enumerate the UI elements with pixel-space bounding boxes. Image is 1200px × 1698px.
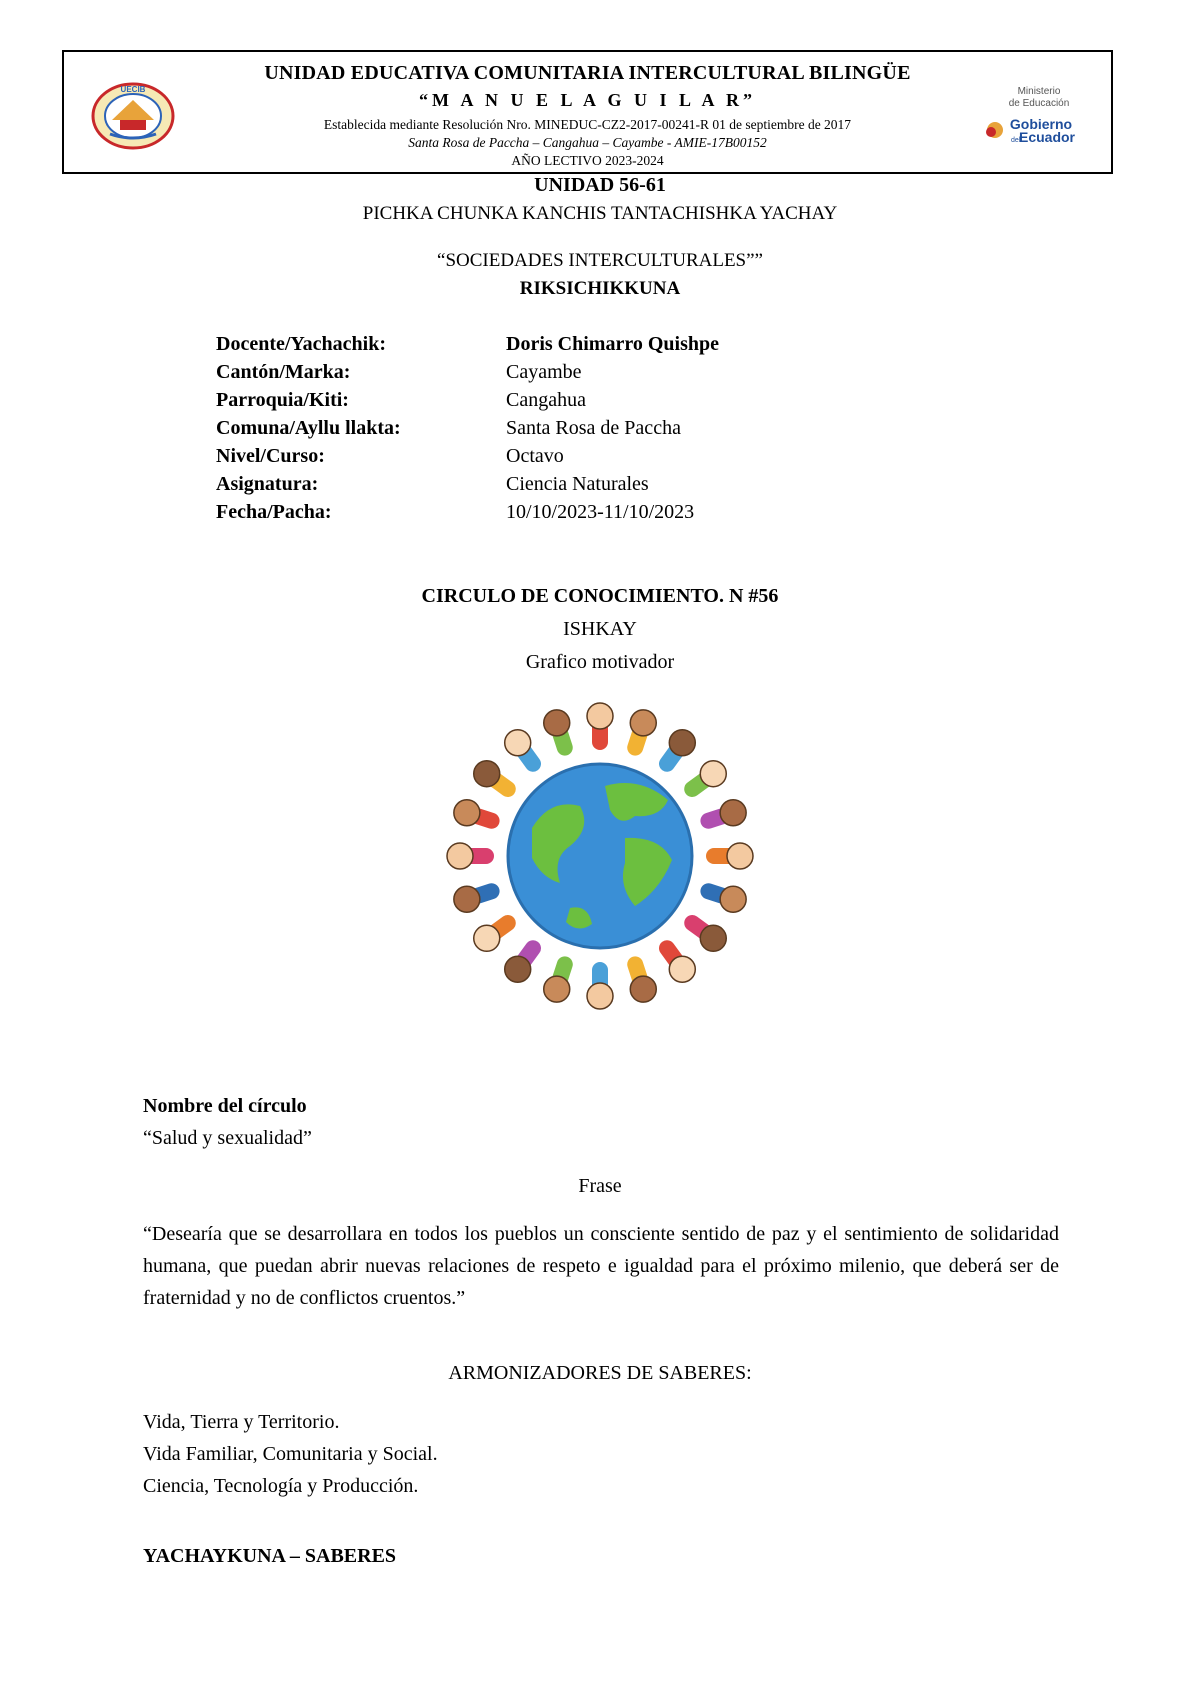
info-label: Nivel/Curso:	[216, 445, 325, 467]
graphic-label: Grafico motivador	[525, 651, 675, 673]
circle-name-value: “Salud y sexualidad”	[143, 1127, 312, 1149]
info-label: Asignatura:	[216, 473, 319, 495]
ministry-logo	[981, 82, 1091, 152]
armonizador-item: Vida Familiar, Comunitaria y Social.	[143, 1443, 438, 1465]
child-head	[474, 925, 500, 951]
phrase-quote: “Desearía que se desarrollara en todos los pueblos un consciente sentido de paz y el sentimiento de solidaridad humana, que puedan abrir nuevas relaciones de respeto e igualdad para el próximo milenio, que deberá ser de fraternidad y no de conflictos cruentos.”	[143, 1223, 1059, 1309]
school-year: AÑO LECTIVO 2023-2024	[511, 153, 664, 168]
child-head	[447, 843, 473, 869]
child-head	[700, 761, 726, 787]
child-head	[720, 886, 746, 912]
circle-title: CIRCULO DE CONOCIMIENTO. N #56	[421, 585, 779, 607]
armonizador-item: Vida, Tierra y Territorio.	[143, 1411, 340, 1433]
unit-subtitle: RIKSICHIKKUNA	[519, 278, 681, 299]
child-head	[544, 976, 570, 1002]
location-line: Santa Rosa de Paccha – Cangahua – Cayambe - AMIE-17B00152	[408, 135, 767, 150]
info-label: Comuna/Ayllu llakta:	[216, 417, 401, 439]
phrase-heading: Frase	[578, 1175, 622, 1197]
saberes-heading: YACHAYKUNA – SABERES	[143, 1545, 397, 1567]
info-label: Cantón/Marka:	[216, 361, 351, 383]
child-head	[727, 843, 753, 869]
child-head	[505, 730, 531, 756]
armonizadores-heading: ARMONIZADORES DE SABERES:	[448, 1362, 752, 1384]
child-head	[669, 730, 695, 756]
gov-line4: del	[1011, 137, 1021, 144]
info-label: Fecha/Pacha:	[216, 501, 332, 523]
ministry-line1: Ministerio	[1017, 86, 1061, 97]
unit-title: UNIDAD 56-61	[534, 174, 666, 196]
ministry-line2: de Educación	[1008, 98, 1070, 109]
child-head	[720, 800, 746, 826]
child-head	[454, 800, 480, 826]
institution-title: UNIDAD EDUCATIVA COMUNITARIA INTERCULTURAL BILINGÜE	[264, 62, 911, 84]
child-head	[587, 983, 613, 1009]
info-value: Doris Chimarro Quishpe	[506, 333, 719, 355]
child-head	[474, 761, 500, 787]
svg-text:UECIB: UECIB	[120, 85, 146, 94]
unit-theme: “SOCIEDADES INTERCULTURALES””	[437, 250, 763, 271]
armonizadores-list	[143, 1406, 438, 1502]
institution-header	[62, 50, 1113, 174]
school-name: “M A N U E L A G U I L A R”	[418, 90, 757, 110]
info-value: Cayambe	[506, 361, 582, 383]
info-value: Santa Rosa de Paccha	[506, 417, 681, 439]
unit-kichwa-title: PICHKA CHUNKA KANCHIS TANTACHISHKA YACHAY	[362, 203, 838, 224]
info-label: Docente/Yachachik:	[216, 333, 386, 355]
circle-number-word: ISHKAY	[563, 618, 637, 640]
gov-line5: Ecuador	[1018, 129, 1076, 145]
children-around-globe-illustration	[420, 678, 780, 1023]
child-head	[454, 886, 480, 912]
resolution-line: Establecida mediante Resolución Nro. MINEDUC-CZ2-2017-00241-R 01 de septiembre de 2017	[323, 117, 852, 132]
child-head	[587, 703, 613, 729]
info-value: Cangahua	[506, 389, 586, 411]
child-head	[505, 956, 531, 982]
circle-name-heading: Nombre del círculo	[143, 1095, 307, 1117]
info-value: 10/10/2023-11/10/2023	[506, 501, 695, 523]
gov-line3: Gobierno	[1009, 116, 1073, 132]
info-label: Parroquia/Kiti:	[216, 389, 349, 411]
info-value: Ciencia Naturales	[506, 473, 649, 495]
child-head	[669, 956, 695, 982]
child-head	[630, 976, 656, 1002]
child-head	[700, 925, 726, 951]
armonizador-item: Ciencia, Tecnología y Producción.	[143, 1475, 419, 1497]
info-value: Octavo	[506, 445, 564, 467]
child-head	[630, 710, 656, 736]
child-head	[544, 710, 570, 736]
